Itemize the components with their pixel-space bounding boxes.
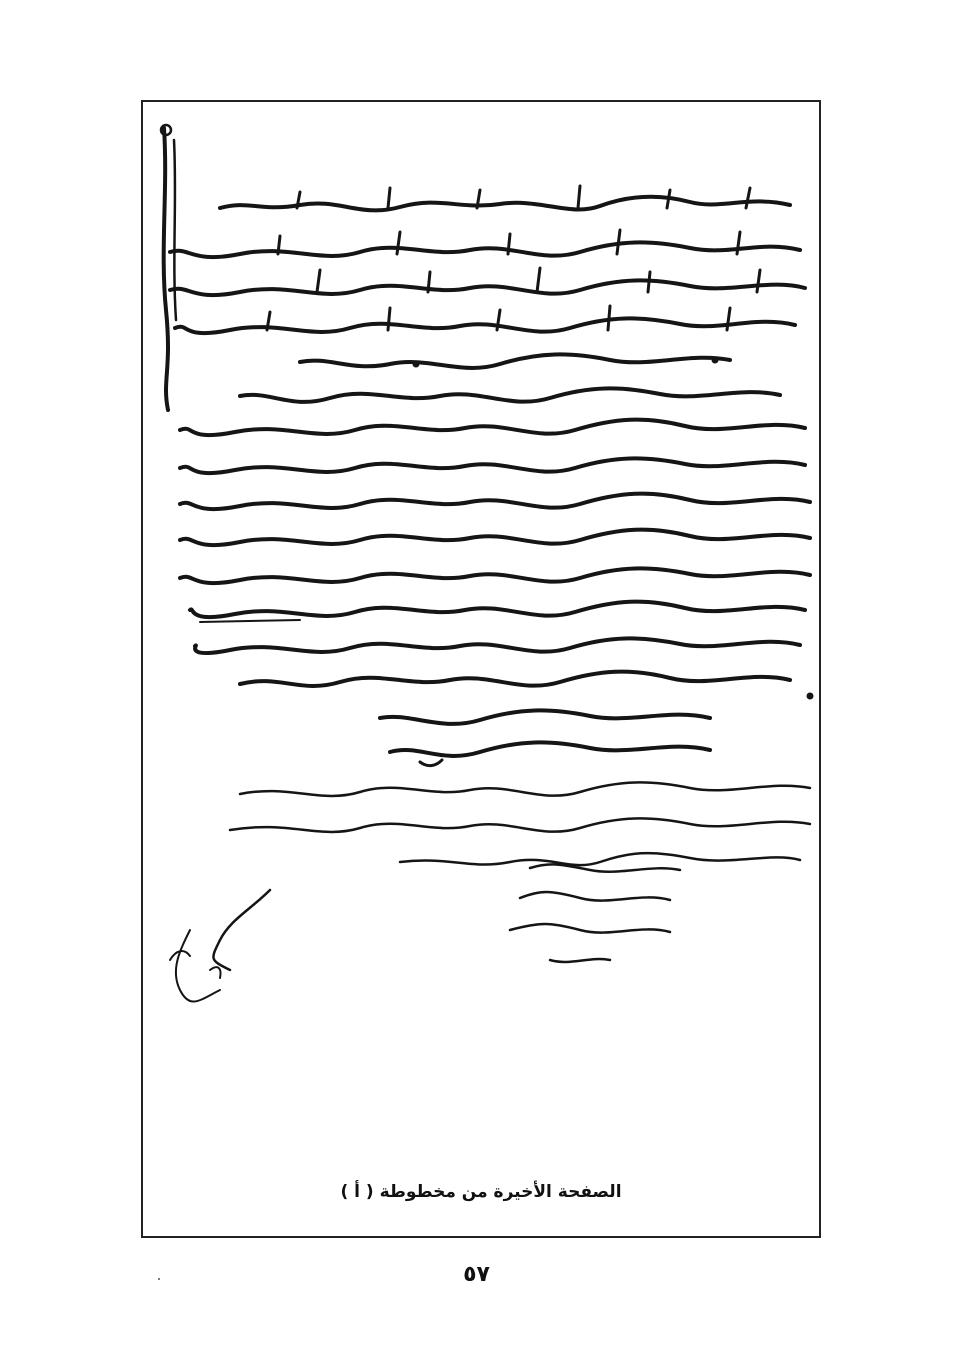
page-number: ٥٧	[463, 1262, 490, 1287]
handwritten-manuscript-icon	[150, 110, 814, 1170]
scan-speck	[158, 1278, 160, 1280]
manuscript-image	[150, 110, 814, 1170]
figure-caption: الصفحة الأخيرة من مخطوطة ( أ )	[340, 1182, 622, 1202]
